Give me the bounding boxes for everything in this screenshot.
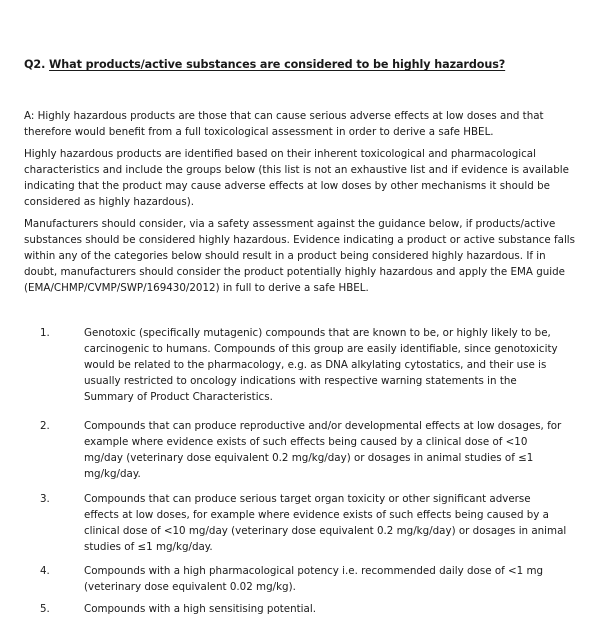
list-item-text: Compounds that can produce serious target organ toxicity or other significant adverse effects at low doses, for example where evidence exists of such effects being caused by a clinical dose of <10 mg/day (veterinary dose equivalent 0.2 mg/kg/day) or dosages in animal studies of ≤1 mg/kg/day. [84, 493, 567, 553]
list-item-number: 3. [40, 493, 50, 505]
list-item-number: 4. [40, 565, 50, 577]
list-item-text: Compounds with a high pharmacological potency i.e. recommended daily dose of <1 mg (veterinary dose equivalent 0.02 mg/kg). [84, 565, 544, 593]
answer-paragraph: A: Highly hazardous products are those that can cause serious adverse effects at low doses and that therefore would benefit from a full toxicological assessment in order to derive a safe HBEL. [24, 110, 544, 138]
list-item-number: 2. [40, 420, 50, 432]
identification-paragraph: Highly hazardous products are identified based on their inherent toxicological and pharmacological characteristics and include the groups below (this list is not an exhaustive list and if evidence is available indicating that the product may cause adverse effects at low doses by other mechanisms it should be considered as highly hazardous). [24, 148, 569, 208]
list-item-number: 1. [40, 327, 50, 339]
question-heading [24, 58, 505, 71]
manufacturers-paragraph: Manufacturers should consider, via a safety assessment against the guidance below, if products/active substances should be considered highly hazardous. Evidence indicating a product or active substance falls within any of the categories below should result in a product being considered highly hazardous. If in doubt, manufacturers should consider the product potentially highly hazardous and apply the EMA guide (EMA/CHMP/CVMP/SWP/169430/2012) in full to derive a safe HBEL. [24, 218, 576, 294]
list-item-text: Compounds that can produce reproductive and/or developmental effects at low dosages, for example where evidence exists of such effects being caused by a clinical dose of <10 mg/day (veterinary dose equivalent 0.2 mg/kg/day) or dosages in animal studies of ≤1 mg/kg/day. [84, 420, 562, 480]
list-item-text: Compounds with a high sensitising potential. [84, 603, 316, 615]
question-text: What products/active substances are considered to be highly hazardous? [49, 58, 506, 71]
list-item-number: 5. [40, 603, 50, 615]
list-item-text: Genotoxic (specifically mutagenic) compounds that are known to be, or highly likely to be, carcinogenic to humans. Compounds of this group are easily identifiable, since genotoxicity would be related to the pharmacology, e.g. as DNA alkylating cytostatics, and their use is usually restricted to oncology indications with respective warning statements in the Summary of Product Characteristics. [84, 327, 558, 403]
question-number: Q2. [24, 58, 46, 71]
